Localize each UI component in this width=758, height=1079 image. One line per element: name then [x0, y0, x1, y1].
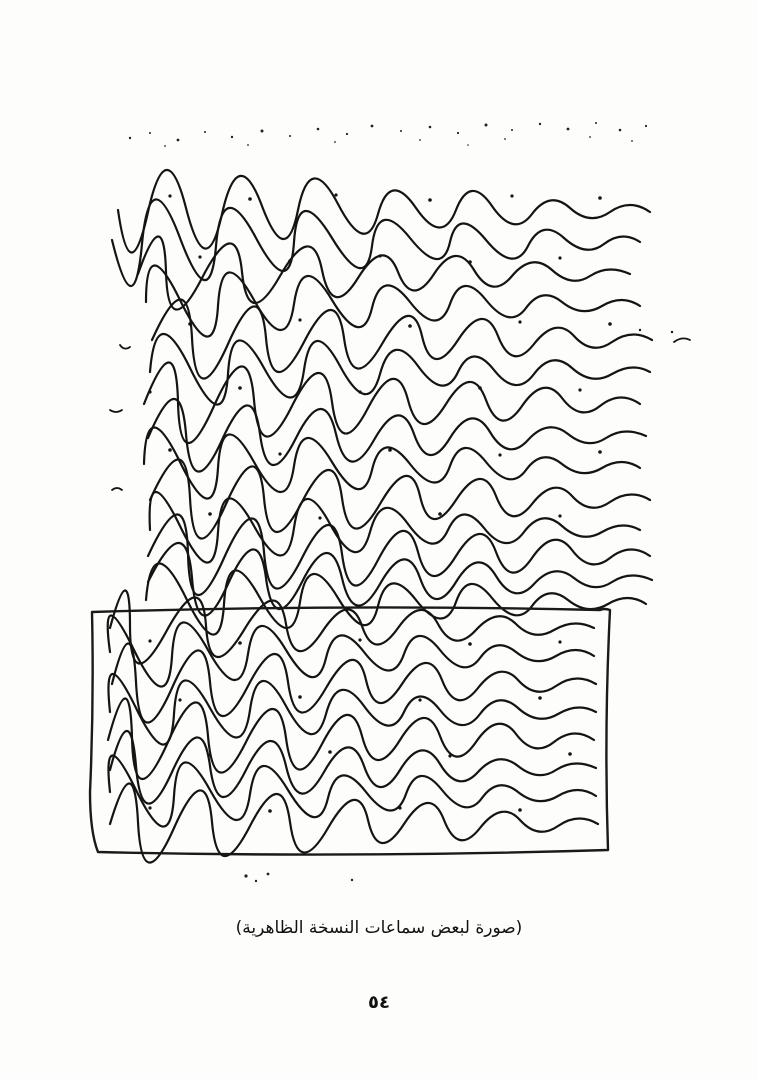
page-edge-speckle [129, 122, 647, 147]
hand-drawn-frame [90, 607, 610, 854]
figure-caption: (صورة لبعض سماعات النسخة الظاهرية) [235, 918, 523, 938]
page-number: ٥٤ [368, 992, 390, 1013]
handwritten-text-block [112, 170, 652, 635]
framed-audition-notice [90, 590, 610, 862]
bottom-specks [244, 873, 353, 883]
